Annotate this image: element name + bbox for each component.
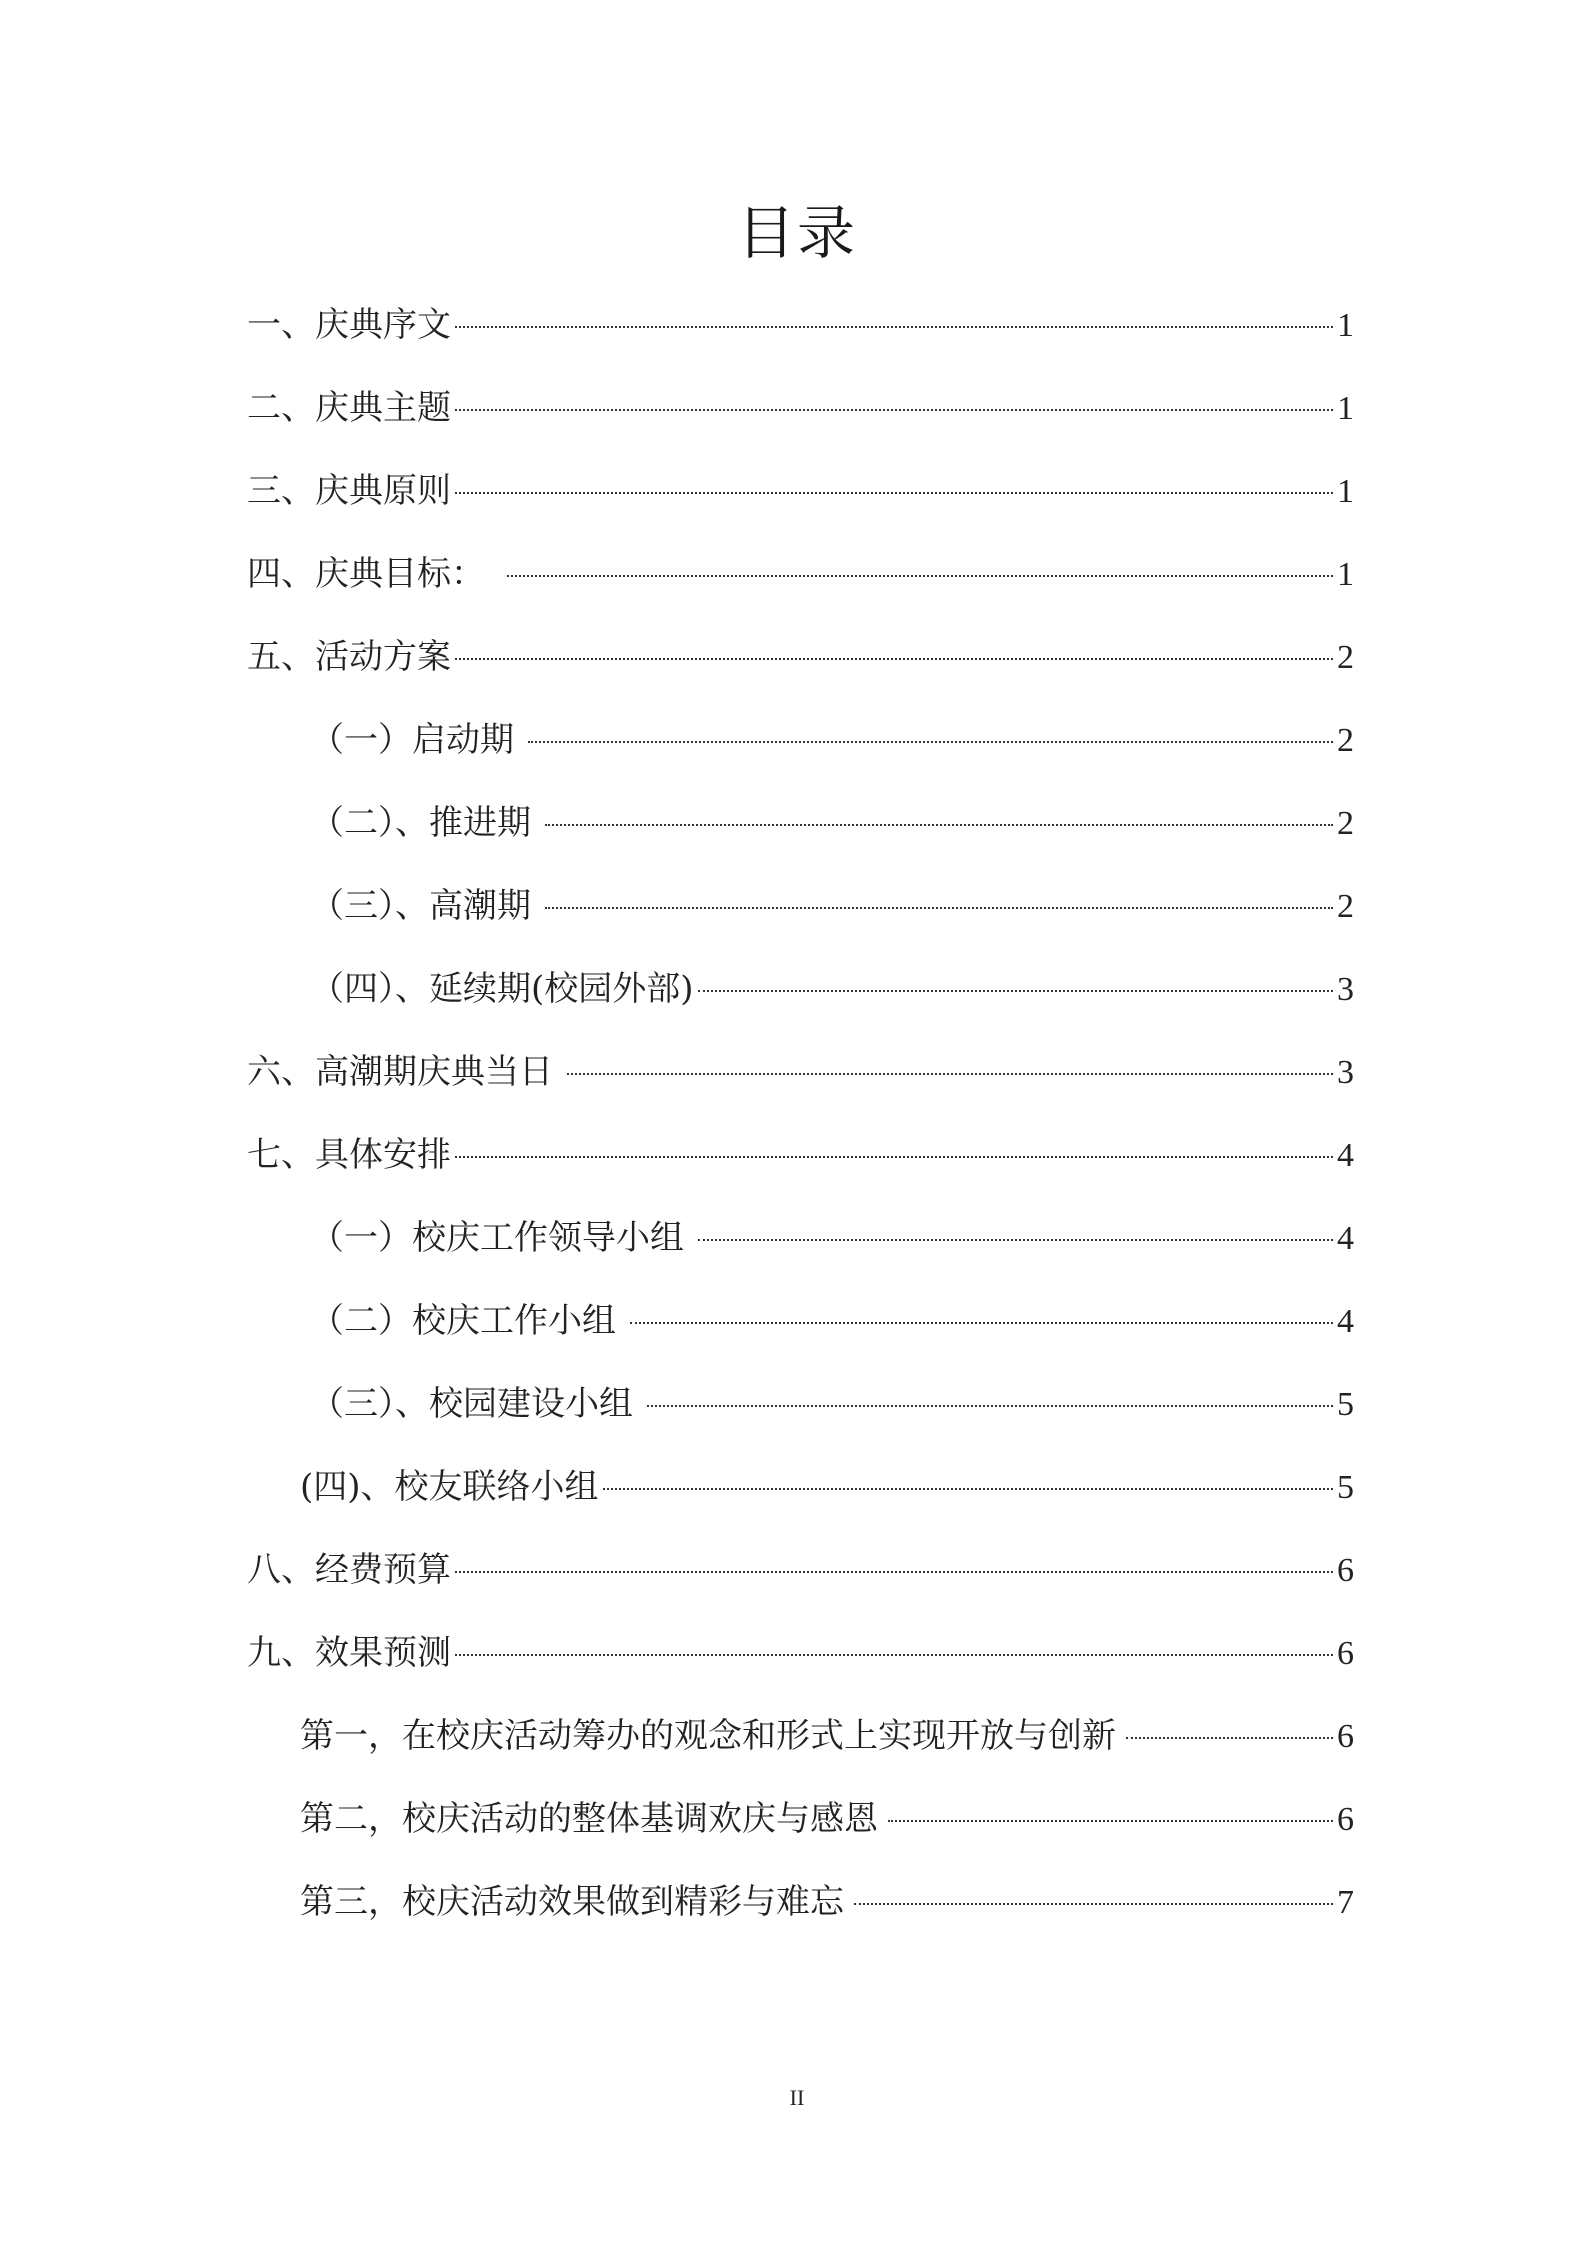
toc-entry-page: 5 [1337,1469,1354,1506]
toc-entry-page: 1 [1337,307,1354,344]
toc-entry[interactable] [310,881,1354,931]
toc-entry[interactable] [247,466,1354,516]
toc-entry[interactable] [247,1545,1354,1595]
toc-entry[interactable] [310,715,1354,765]
toc-entry[interactable] [247,1047,1354,1097]
dot-leader [854,1903,1333,1905]
toc-entry-label: （三）、校园建设小组 [310,1384,633,1424]
toc-entry-page: 6 [1337,1718,1354,1755]
toc-entry-label: 六、高潮期庆典当日 [247,1052,553,1092]
toc-entry-page: 1 [1337,390,1354,427]
toc-entry-label: 七、具体安排 [247,1135,451,1175]
dot-leader [455,409,1333,411]
toc-entry[interactable] [310,798,1354,848]
toc-entry-label: 第一，在校庆活动筹办的观念和形式上实现开放与创新 [300,1716,1116,1756]
toc-entry-label: （二）、推进期 [310,803,531,843]
dot-leader [603,1488,1333,1490]
toc-entry[interactable] [300,1877,1354,1927]
toc-entry-label: 二、庆典主题 [247,388,451,428]
dot-leader [1126,1737,1333,1739]
toc-entry-label: （四）、延续期(校园外部) [310,969,694,1009]
toc-entry-page: 2 [1337,888,1354,925]
toc-entry-page: 2 [1337,639,1354,676]
dot-leader [698,1239,1333,1241]
dot-leader [545,907,1333,909]
toc-entry-label: 五、活动方案 [247,637,451,677]
toc-entry-label: 第三，校庆活动效果做到精彩与难忘 [300,1882,844,1922]
toc-entry[interactable] [300,1711,1354,1761]
toc-entry[interactable] [247,632,1354,682]
toc-entry-page: 4 [1337,1303,1354,1340]
toc-entry[interactable] [247,1130,1354,1180]
dot-leader [455,1654,1333,1656]
toc-entry-label: (四)、校友联络小组 [300,1467,599,1507]
toc-entry-page: 2 [1337,722,1354,759]
toc-entry-label: 九、效果预测 [247,1633,451,1673]
dot-leader [507,575,1333,577]
dot-leader [455,326,1333,328]
toc-entry-page: 1 [1337,556,1354,593]
toc-entry-label: 第二，校庆活动的整体基调欢庆与感恩 [300,1799,878,1839]
dot-leader [455,658,1333,660]
toc-entry-page: 7 [1337,1884,1354,1921]
toc-entry-page: 2 [1337,805,1354,842]
toc-entry-label: 三、庆典原则 [247,471,451,511]
dot-leader [528,741,1333,743]
footer-page-number: II [789,2085,805,2110]
dot-leader [698,990,1333,992]
toc-entry[interactable] [310,1296,1354,1346]
toc-entry[interactable] [310,1213,1354,1263]
toc-entry-label: 四、庆典目标： [247,554,485,594]
dot-leader [545,824,1333,826]
toc-entry-page: 6 [1337,1635,1354,1672]
dot-leader [647,1405,1333,1407]
toc-entry-page: 1 [1337,473,1354,510]
toc-entry-page: 4 [1337,1220,1354,1257]
toc-entry-page: 3 [1337,1054,1354,1091]
toc-entry[interactable] [310,964,1354,1014]
toc-entry-label: 一、庆典序文 [247,305,451,345]
toc-entry-label: （三）、高潮期 [310,886,531,926]
toc-entry-label: （一）启动期 [310,720,514,760]
toc-entry[interactable] [300,1462,1354,1512]
dot-leader [888,1820,1333,1822]
toc-entry[interactable] [247,1628,1354,1678]
dot-leader [455,492,1333,494]
dot-leader [567,1073,1333,1075]
toc-title: 目录 [736,199,857,267]
toc-entry-label: （一）校庆工作领导小组 [310,1218,684,1258]
dot-leader [630,1322,1333,1324]
toc-entry-label: 八、经费预算 [247,1550,451,1590]
toc-entry-label: （二）校庆工作小组 [310,1301,616,1341]
toc-entry-page: 5 [1337,1386,1354,1423]
dot-leader [455,1571,1333,1573]
toc-entry[interactable] [247,383,1354,433]
toc-entry[interactable] [247,300,1354,350]
toc-entry[interactable] [310,1379,1354,1429]
toc-entry[interactable] [247,549,1354,599]
toc-entry[interactable] [300,1794,1354,1844]
dot-leader [455,1156,1333,1158]
toc-entry-page: 4 [1337,1137,1354,1174]
toc-entry-page: 6 [1337,1552,1354,1589]
toc-entry-page: 3 [1337,971,1354,1008]
toc-entry-page: 6 [1337,1801,1354,1838]
